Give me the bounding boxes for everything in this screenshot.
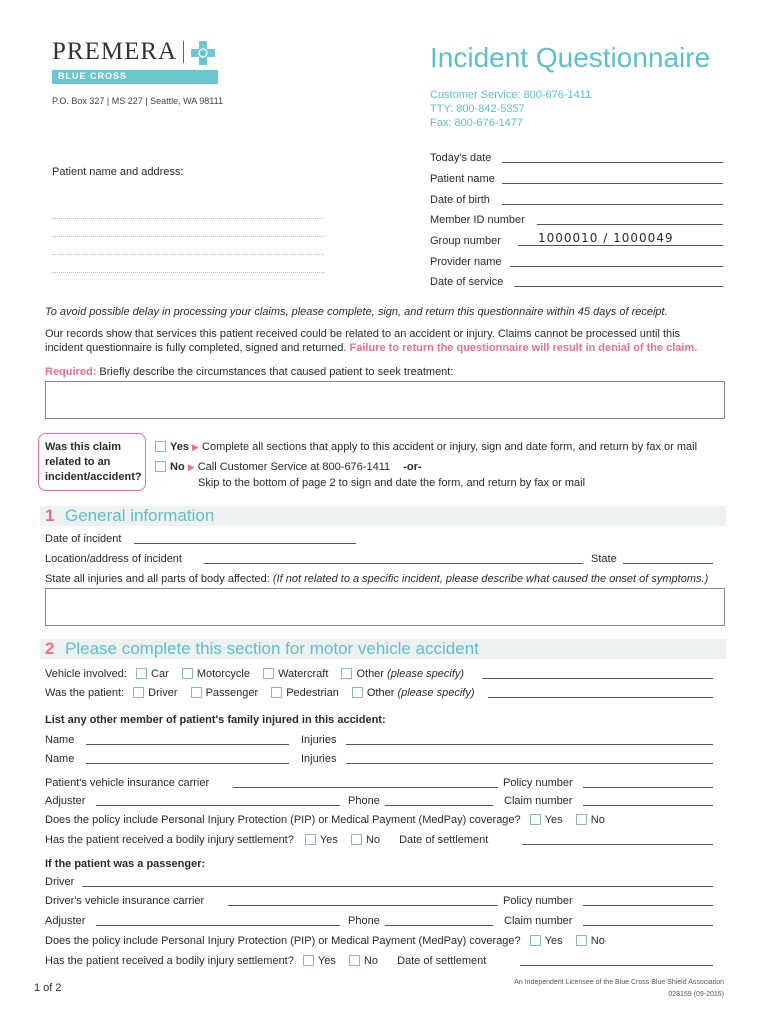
section-1-title: General information: [65, 506, 215, 525]
page-number: 1 of 2: [34, 982, 62, 994]
settlement-question: Has the patient received a bodily injury settlement?: [45, 834, 294, 846]
section-1-number: 1: [45, 506, 55, 525]
driver-pip-yes-label: Yes: [544, 935, 563, 947]
passenger-heading: If the patient was a passenger:: [45, 858, 206, 870]
yes-checkbox[interactable]: [155, 441, 166, 452]
driver-settlement-yes-label: Yes: [317, 955, 336, 967]
incident-question-line-3: incident/accident?: [45, 471, 142, 483]
state-field[interactable]: [623, 563, 713, 564]
vehicle-car-checkbox[interactable]: [136, 668, 147, 679]
intro-paragraph-2: [45, 342, 697, 354]
intro-paragraph-2-text: incident questionnaire is fully completed, signed and returned.: [45, 342, 347, 354]
role-driver-label: Driver: [148, 687, 178, 699]
driver-carrier-label: Driver's vehicle insurance carrier: [45, 895, 205, 907]
settlement-date-label: Date of settlement: [399, 834, 489, 846]
provider-name-field[interactable]: [510, 266, 723, 267]
driver-pip-no-label: No: [590, 935, 605, 947]
role-pedestrian-checkbox[interactable]: [271, 687, 282, 698]
yes-instructions: Complete all sections that apply to this accident or injury, sign and date form, and return by fax or mail: [202, 441, 698, 453]
section-2-title: Please complete this section for motor vehicle accident: [65, 639, 479, 658]
section-1-header: [40, 506, 726, 526]
vehicle-involved-row: [45, 668, 464, 680]
address-line-1[interactable]: [52, 218, 324, 219]
patient-claim-field[interactable]: [583, 805, 713, 806]
injuries-prompt-label: State all injuries and all parts of body affected:: [45, 573, 270, 585]
settlement-no-checkbox[interactable]: [351, 834, 362, 845]
required-prompt: [45, 366, 453, 378]
incident-question-line-2: related to an: [45, 456, 111, 468]
vehicle-motorcycle-label: Motorcycle: [196, 668, 250, 680]
incident-location-label: Location/address of incident: [45, 553, 182, 565]
patient-name-label: Patient name: [430, 173, 495, 185]
todays-date-label: Today's date: [430, 152, 492, 164]
family-name-1-field[interactable]: [86, 744, 289, 745]
pip-yes-label: Yes: [544, 814, 563, 826]
settlement-date-field[interactable]: [522, 844, 713, 845]
patient-phone-label: Phone: [348, 795, 380, 807]
pip-no-checkbox[interactable]: [576, 814, 587, 825]
vehicle-other-checkbox[interactable]: [341, 668, 352, 679]
family-injuries-1-label: Injuries: [301, 734, 337, 746]
customer-service-phone: Customer Service: 800-676-1411: [430, 89, 592, 101]
vehicle-involved-label: Vehicle involved:: [45, 668, 127, 680]
return-instructions: To avoid possible delay in processing your claims, please complete, sign, and return this questionnaire within 45 days of receipt.: [45, 306, 668, 318]
role-other-field[interactable]: [488, 697, 713, 698]
pip-question: Does the policy include Personal Injury Protection (PIP) or Medical Payment (MedPay) coverage?: [45, 814, 521, 826]
patient-role-label: Was the patient:: [45, 687, 125, 699]
incident-location-field[interactable]: [204, 563, 583, 564]
pip-yes-checkbox[interactable]: [530, 814, 541, 825]
pip-question-row: [45, 814, 605, 826]
driver-settlement-no-checkbox[interactable]: [349, 955, 360, 966]
driver-phone-label: Phone: [348, 915, 380, 927]
driver-phone-field[interactable]: [385, 925, 493, 926]
circumstances-textbox[interactable]: [45, 381, 725, 419]
date-of-service-field[interactable]: [514, 286, 723, 287]
vehicle-car-label: Car: [151, 668, 169, 680]
section-2-number: 2: [45, 639, 55, 658]
or-text: -or-: [403, 461, 422, 473]
vehicle-watercraft-checkbox[interactable]: [263, 668, 274, 679]
driver-settlement-yes-checkbox[interactable]: [303, 955, 314, 966]
driver-policy-label: Policy number: [503, 895, 573, 907]
driver-policy-field[interactable]: [583, 905, 713, 906]
date-of-birth-label: Date of birth: [430, 194, 490, 206]
group-number-field[interactable]: [518, 245, 723, 246]
state-label: State: [591, 553, 617, 565]
footer-licensee: An Independent Licensee of the Blue Cross Blue Shield Association: [514, 979, 724, 986]
patient-name-field[interactable]: [502, 183, 723, 184]
mailing-address: P.O. Box 327 | MS 227 | Seattle, WA 98111: [52, 96, 223, 106]
injuries-textbox[interactable]: [45, 588, 725, 626]
driver-pip-no-checkbox[interactable]: [576, 935, 587, 946]
driver-pip-yes-checkbox[interactable]: [530, 935, 541, 946]
patient-claim-label: Claim number: [504, 795, 573, 807]
role-passenger-label: Passenger: [205, 687, 259, 699]
patient-policy-field[interactable]: [583, 787, 713, 788]
denial-warning: Failure to return the questionnaire will result in denial of the claim.: [349, 342, 698, 354]
premera-logo: [52, 38, 222, 88]
patient-carrier-label: Patient's vehicle insurance carrier: [45, 777, 210, 789]
driver-adjuster-label: Adjuster: [45, 915, 86, 927]
patient-policy-label: Policy number: [503, 777, 573, 789]
family-name-1-label: Name: [45, 734, 75, 746]
page-title: Incident Questionnaire: [430, 42, 711, 73]
incident-question-box: [38, 433, 146, 491]
settlement-yes-checkbox[interactable]: [305, 834, 316, 845]
vehicle-other-label: Other: [356, 668, 384, 680]
group-number-value: 1000010 / 1000049: [538, 231, 674, 245]
section-2-header: [40, 639, 726, 659]
family-injuries-2-label: Injuries: [301, 753, 337, 765]
no-option[interactable]: [155, 461, 422, 473]
yes-option[interactable]: [155, 441, 697, 453]
role-other-label: Other: [366, 687, 395, 699]
role-driver-checkbox[interactable]: [133, 687, 144, 698]
patient-adjuster-field[interactable]: [96, 805, 340, 806]
pip-no-label: No: [590, 814, 605, 826]
patient-adjuster-label: Adjuster: [45, 795, 86, 807]
logo-wordmark: PREMERA: [52, 38, 178, 65]
address-line-4[interactable]: [52, 272, 324, 273]
patient-role-row: [45, 687, 475, 699]
driver-adjuster-field[interactable]: [96, 925, 340, 926]
logo-divider: [183, 41, 184, 63]
family-injuries-1-field[interactable]: [346, 744, 713, 745]
role-specify-hint: (please specify): [397, 687, 475, 699]
driver-settlement-question: Has the patient received a bodily injury settlement?: [45, 955, 294, 967]
date-of-service-label: Date of service: [430, 276, 504, 288]
footer-form-id: 028159 (09-2015): [668, 991, 724, 998]
driver-pip-row: [45, 935, 605, 947]
yes-label: Yes: [170, 441, 189, 453]
role-passenger-checkbox[interactable]: [191, 687, 202, 698]
logo-bar: [52, 70, 218, 84]
driver-claim-field[interactable]: [583, 925, 713, 926]
injuries-prompt-hint: (If not related to a specific incident, please describe what caused the onset of symptoms.): [272, 573, 709, 585]
family-name-2-label: Name: [45, 753, 75, 765]
injuries-prompt: [45, 573, 708, 585]
member-id-label: Member ID number: [430, 214, 525, 226]
vehicle-motorcycle-checkbox[interactable]: [182, 668, 193, 679]
date-of-birth-field[interactable]: [502, 204, 723, 205]
blue-cross-icon: [190, 40, 216, 66]
address-line-2[interactable]: [52, 236, 324, 237]
intro-paragraph-1: Our records show that services this patient received could be related to an accident or injury. Claims cannot be processed until this: [45, 328, 681, 340]
required-label: Required:: [45, 366, 97, 378]
vehicle-specify-hint: (please specify): [387, 668, 465, 680]
patient-address-label: Patient name and address:: [52, 166, 184, 178]
vehicle-watercraft-label: Watercraft: [278, 668, 329, 680]
family-injuries-2-field[interactable]: [346, 763, 713, 764]
no-label: No: [170, 461, 185, 473]
driver-pip-question: Does the policy include Personal Injury Protection (PIP) or Medical Payment (MedPay) coverage?: [45, 935, 521, 947]
no-instructions-2: Skip to the bottom of page 2 to sign and date the form, and return by fax or mail: [198, 477, 586, 489]
arrow-right-icon: ▶: [187, 462, 195, 472]
todays-date-field[interactable]: [502, 162, 723, 163]
role-pedestrian-label: Pedestrian: [286, 687, 339, 699]
no-instructions: Call Customer Service at 800-676-1411: [197, 461, 391, 473]
settlement-yes-label: Yes: [319, 834, 338, 846]
arrow-right-icon: ▶: [192, 442, 199, 452]
patient-phone-field[interactable]: [385, 805, 493, 806]
fax-number: Fax: 800-676-1477: [430, 117, 523, 129]
driver-settlement-date-field[interactable]: [520, 965, 713, 966]
driver-label: Driver: [45, 876, 75, 888]
required-text: Briefly describe the circumstances that caused patient to seek treatment:: [99, 366, 454, 378]
provider-name-label: Provider name: [430, 256, 502, 268]
driver-claim-label: Claim number: [504, 915, 573, 927]
driver-settlement-date-label: Date of settlement: [397, 955, 487, 967]
no-checkbox[interactable]: [155, 461, 166, 472]
date-of-incident-field[interactable]: [134, 543, 356, 544]
family-name-2-field[interactable]: [86, 763, 289, 764]
member-id-field[interactable]: [537, 224, 723, 225]
vehicle-other-field[interactable]: [482, 678, 713, 679]
patient-carrier-field[interactable]: [233, 787, 498, 788]
address-line-3[interactable]: [52, 254, 324, 255]
settlement-row: [45, 834, 488, 846]
driver-carrier-field[interactable]: [228, 905, 498, 906]
incident-question-line-1: Was this claim: [45, 441, 122, 453]
driver-settlement-row: [45, 955, 486, 967]
logo-subtitle: BLUE CROSS: [58, 71, 128, 81]
driver-settlement-no-label: No: [363, 955, 378, 967]
date-of-incident-label: Date of incident: [45, 533, 122, 545]
role-other-checkbox[interactable]: [352, 687, 363, 698]
family-injured-heading: List any other member of patient's family injured in this accident:: [45, 714, 386, 726]
tty-phone: TTY: 800-842-5357: [430, 103, 525, 115]
driver-field[interactable]: [82, 886, 713, 887]
settlement-no-label: No: [365, 834, 380, 846]
group-number-label: Group number: [430, 235, 501, 247]
